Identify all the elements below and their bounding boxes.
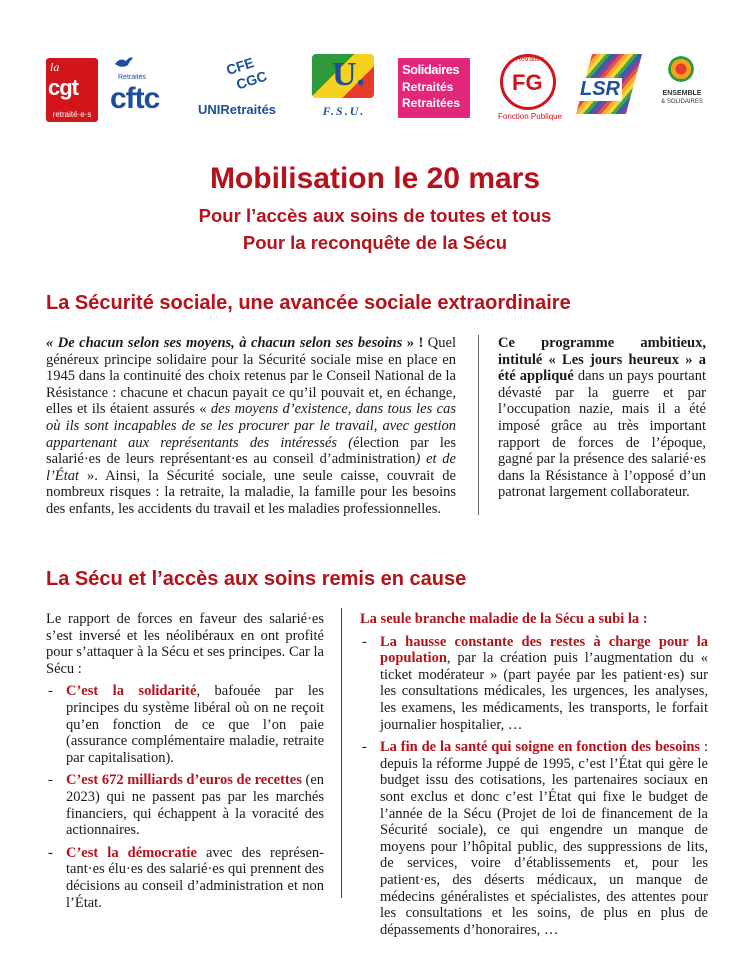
list-item-text: , par la création puis l’augmentation du « ticket modérateur » (part payée par les patient·es) sur les consultations médicales, les urgences, les analyses, les examens, les médicaments, les transports, le forfait journalier hospitalier, … <box>380 650 708 733</box>
left-column <box>46 611 324 917</box>
column-divider-1 <box>478 335 479 515</box>
cgt-logo-text: cgt <box>48 75 78 100</box>
page-title: Mobilisation le 20 mars <box>209 162 541 195</box>
left-intro: Le rapport de forces en faveur des salarié·es s’est inversé et les néolibéraux en ont profité pour s’attaquer à la Sécu et ses principes. Car la Sécu : <box>46 611 324 677</box>
sun-icon <box>668 56 694 82</box>
left-bullet-list <box>46 683 324 911</box>
cftc-logo <box>108 54 190 124</box>
right-column <box>360 611 708 944</box>
cfe-cgc-logo <box>198 54 298 124</box>
right-intro: La seule branche maladie de la Sécu a subi la : <box>360 611 648 627</box>
intro-quote-end: » ! <box>402 335 428 351</box>
intro-quote: « De chacun selon ses moyens, à chacun selon ses besoins <box>46 335 403 351</box>
cgc-logo-text: CGC <box>234 67 269 93</box>
list-item-lead: La hausse constante des restes à charge pour la population <box>380 633 708 667</box>
cgt-logo <box>46 58 98 122</box>
solidaires-logo <box>398 58 470 118</box>
list-item-text: : depuis la réforme Juppé de 1995, c’est l’État qui gère le budget issu des cotisations, les partenaires sociaux en sont exclus et donc c’est l’État qui fixe le budget de l’année de la Sécu (Projet de loi de financement de la Sécurité sociale), ce qui engendre un manque de moyens pour l’hôpital public, des suppressions de lits, de services, voire d’établissements et, pour les patient·es, des déserts médicaux, un manque de médecins généralistes et spécialistes, des attentes pour les consultations et les soins, de plus en plus de dépassements d’honoraires, … <box>380 739 708 938</box>
fsu-logo-letter: U. <box>332 56 366 93</box>
solidaires-logo-sub2: Retraitées <box>402 96 461 110</box>
section-heading-secu-avancee: La Sécurité sociale, une avancée sociale extraordinaire <box>46 292 571 314</box>
fsu-logo-text: F.S.U. <box>322 104 366 118</box>
list-item-text: , bafouée par les principes du système libéral où on ne reçoit qu’en fonction de ce que l’on paie (assurance complémentaire maladie, retraite par capitalisation). <box>66 683 324 766</box>
intro-text-1: Quel généreux principe solidaire pour la Sécurité sociale mise en place en 1945 dans la continuité des choix retenus par le Conseil National de la Résistance : chacune et chacun payait ce qu’il pouvait et, en échange, elles et ils étaient assurés « <box>46 335 456 418</box>
list-item <box>46 683 324 766</box>
page-subtitle-2: Pour la reconquête de la Sécu <box>242 232 508 253</box>
ensemble-logo-text: ENSEMBLE <box>662 90 702 97</box>
fgr-fp-logo <box>494 54 564 124</box>
section-heading-secu-remise-en-cause: La Sécu et l’accès aux soins remis en cause <box>46 568 467 590</box>
fgr-logo-top-text: Retraités <box>516 56 545 63</box>
cgt-logo-text-la: la <box>50 60 60 74</box>
list-item-text: avec des représentant·es élu·es des salarié·es qui prennent des décisions au conseil d’administration et non l’État. <box>66 844 324 911</box>
lsr-logo <box>574 54 634 124</box>
union-logos-row <box>46 54 710 124</box>
ensemble-solidaires-logo <box>654 54 710 124</box>
list-item <box>360 739 708 938</box>
fgr-logo-letters: FG <box>512 70 543 95</box>
intro-paragraph <box>46 335 456 518</box>
intro-text-3: ». Ainsi, la Sécurité sociale, une seule caisse, couvrait de nombreux risques : la retraite, la maladie, la famille pour les besoins des enfants, les accidents du travail et les maladies professionnelles. <box>46 467 456 517</box>
lsr-logo-text: LSR <box>580 78 620 100</box>
dove-icon <box>114 56 134 70</box>
list-item-lead: La fin de la santé qui soigne en fonction des besoins <box>380 739 701 756</box>
right-bullet-list <box>360 634 708 939</box>
list-item <box>46 845 324 911</box>
cfe-logo-text: CFE <box>224 54 256 78</box>
solidaires-logo-text: Solidaires <box>402 62 460 77</box>
list-item-lead: C’est 672 milliards d’euros de recettes <box>66 772 302 789</box>
side-text: dans un pays pourtant dévasté par la guerre et par l’occupation nazie, mais il a été imposé grâce au très important rapport de forces de l’époque, gagné par la présence des salarié·es dans la Résistance à l’opposé d’un patronat largement collaborateur. <box>498 368 706 501</box>
list-item-lead: C’est la démocratie <box>66 844 197 861</box>
intro-italic-2: ) et de l’État <box>46 451 456 484</box>
fgr-logo-bottom-text: Fonction Publique <box>498 112 563 121</box>
intro-italic-1: des moyens d’existence, dans tous les cas où ils sont incapables de se les procurer par le travail, avec gestion appartenant aux représentants des intéressés ( <box>46 401 456 451</box>
intro-text-2: élection par les salarié·es de leurs représentant·es au conseil d’administration <box>46 434 456 468</box>
uniretraites-logo-text: UNIRetraités <box>198 102 277 117</box>
column-divider-2 <box>341 608 342 898</box>
list-item <box>360 634 708 734</box>
list-item-lead: C’est la solidarité <box>66 683 197 700</box>
list-item-text: (en 2023) qui ne passent pas par les marchés financiers, qui échappent à la voracité des actionnaires. <box>66 772 324 839</box>
fsu-logo <box>308 54 380 124</box>
cgt-logo-subtext: retraité·e·s <box>52 110 92 119</box>
list-item <box>46 772 324 838</box>
solidaires-logo-sub1: Retraités <box>402 80 454 94</box>
ensemble-logo-subtext: & SOLIDAIRES <box>661 99 703 105</box>
cftc-logo-text: cftc <box>110 82 160 115</box>
side-bold-lead: Ce programme ambitieux, intitulé « Les jours heureux » a été appliqué <box>498 335 706 385</box>
cftc-logo-subtext: Retraités <box>118 74 147 81</box>
page-subtitle-1: Pour l’accès aux soins de toutes et tous <box>198 205 552 226</box>
side-paragraph-jours-heureux <box>498 335 706 501</box>
